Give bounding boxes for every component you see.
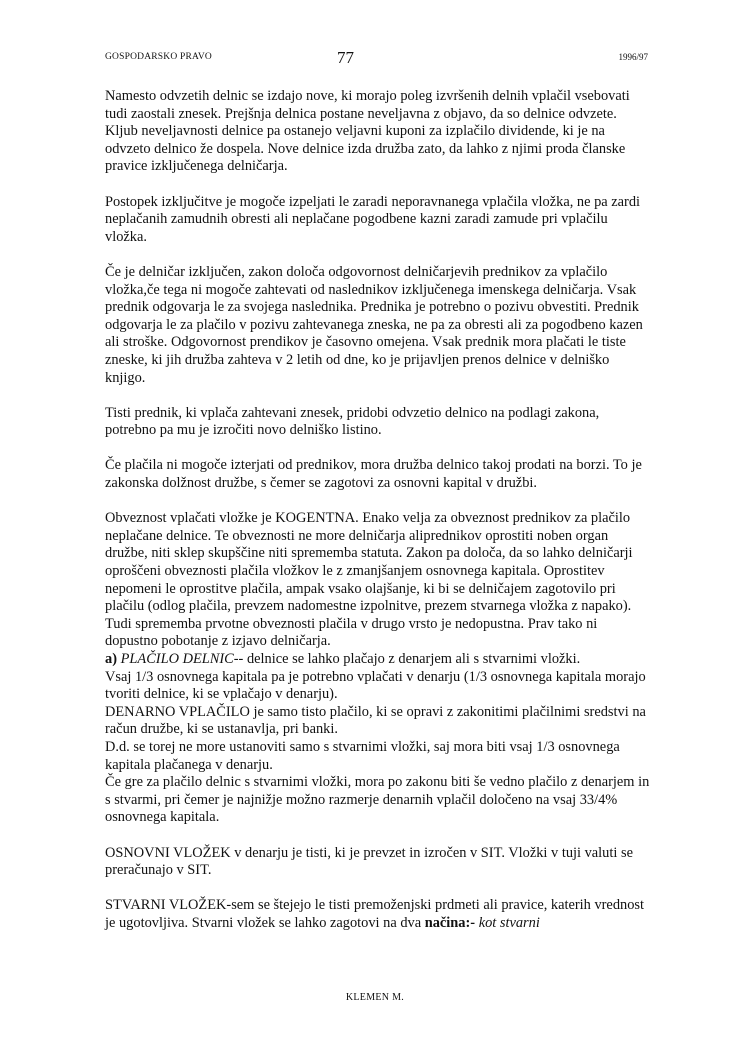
paragraph-osnovni-vlozek	[105, 845, 653, 880]
kogentna-rest: . Enako velja za obveznost prednikov za plačilo neplačane delnice. Te obveznosti ne more delničarja aliprednikov oprostiti noben organ družbe, niti sklep skupščine niti sprememba statuta. Zakon pa določa, da so lahko delničarji oproščeni obveznosti plačila vložkov le z zmanjšanjem osnovnega kapitala. Oprostitev nepomeni le oprostitve plačila, ampak vsako olajšanje, ki bi se delničajem zagotovilo pri plačilu (odlog plačila, prevzem nadomestne izpolnitve, prezem stvarnega vložka z napako). Tudi sprememba prvotne obveznosti plačila v drugo vrsto je nedopustna. Prav tako ni dopustno pobotanje z izjavo delničarja.	[105, 510, 633, 650]
page-footer: KLEMEN M.	[345, 992, 405, 1003]
osnovni-vlozek-rest: v denarju je tisti, ki je prevzet in izročen v SIT. Vložki v tuji valuti se preračunajo v SIT.	[105, 844, 633, 879]
kogentna-smallcaps: KOGENTNA	[275, 510, 356, 527]
paragraph-dd-ustanovitev: D.d. se torej ne more ustanoviti samo s stvarnimi vložki, saj mora biti vsaj 1/3 osnovnega kapitala plačanega v denarju.	[105, 738, 620, 773]
kogentna-lead: Obveznost vplačati vložke je	[105, 510, 276, 527]
stvarni-vlozek-rest: -sem se štejejo le tisti premoženjski prdmeti ali pravice, katerih vrednost je ugotovljiva. Stvarni vložek se lahko zagotovi na dva	[105, 897, 645, 931]
running-head-title: GOSPODARSKO PRAVO	[105, 52, 212, 62]
paragraph-kogentna	[105, 510, 653, 651]
paragraph-3: Če je delničar izključen, zakon določa odgovornost delničarjevih prednikov za vplačilo vložka,če tega ni mogoče zahtevati od naslednikov izključenega imenskega delničarja. Vsak prednik odgovarja le za svojega naslednika. Prednika je potrebno o pozivu obvestiti. Prednik odgovarja le za plačilo v pozivu zahtevanega zneska, ne pa za obresti ali za pogodbeno kazen ali stroške. Odgovornost prendikov je časovno omejena. Vsak prednik mora plačati le tiste zneske, ki jih družba zahteva v 2 letih od dne, ko je prijavljen prenos delnice v delniško knjigo.	[105, 263, 643, 386]
stvarni-vlozek-smallcaps: STVARNI VLOŽEK	[105, 897, 227, 914]
paragraph-stvarni-vlozek	[105, 897, 653, 932]
page-number: 77	[337, 48, 354, 67]
running-head	[105, 48, 648, 72]
body-text-column	[105, 88, 653, 950]
stvarni-vlozek-bold-tail: načina:-	[424, 914, 476, 931]
paragraph-razmerje-vplacil: Če gre za plačilo delnic s stvarnimi vložki, mora po zakonu biti še vedno plačilo z denarjem in s stvarmi, pri čemer je najnižje možno razmerje denarnih vplačil določeno na vsaj 33/4% osnovnega kapitala.	[105, 774, 650, 826]
placilo-delnic-title: PLAČILO DELNIC	[120, 651, 234, 667]
running-head-year: 1996/97	[618, 52, 648, 62]
denarno-vplacilo-smallcaps: DENARNO VPLAČILO	[105, 703, 250, 720]
stvarni-vlozek-italic-tail: kot stvarni	[475, 914, 540, 931]
denarno-vplacilo-rest: je samo tisto plačilo, ki se opravi z zakonitimi plačilnimi sredstvi na račun družbe, ki se ustanavlja, pri banki.	[105, 703, 646, 738]
paragraph-1: Namesto odvzetih delnic se izdajo nove, ki morajo poleg izvršenih delnih vplačil vsebovati tudi zaostali znesek. Prejšnja delnica postane neveljavna z objavo, da so delnice odvzete. Kljub neveljavnosti delnice pa ostanejo veljavni kuponi za izplačilo dividende, ki je na odvzeto delnico že dospela. Nove delnice izda družba zato, da lahko z njimi proda članske pravice izključenega delničarja.	[105, 88, 630, 175]
paragraph-vsaj-tretjina: Vsaj 1/3 osnovnega kapitala pa je potrebno vplačati v denarju (1/3 osnovnega kapitala morajo tvoriti delnice, ki se vplačajo v denarju).	[105, 668, 646, 703]
osnovni-vlozek-smallcaps: OSNOVNI VLOŽEK	[105, 844, 231, 861]
paragraph-placilo-delnic	[105, 651, 653, 669]
paragraph-4: Tisti prednik, ki vplača zahtevani znesek, pridobi odvzetio delnico na podlagi zakona, potrebno pa mu je izročiti novo delniško listino.	[105, 404, 600, 439]
list-marker-a: a)	[105, 651, 117, 667]
paragraph-2: Postopek izključitve je mogoče izpeljati le zaradi neporavnanega vplačila vložka, ne pa zardi neplačanih zamudnih obresti ali neplačane pogodbene kazni zaradi zamude pri vplačilu vložka.	[105, 193, 641, 245]
paragraph-5: Če plačila ni mogoče izterjati od prednikov, mora družba delnico takoj prodati na borzi. To je zakonska dolžnost družbe, s čemer se zagotovi za osnovni kapital v družbi.	[105, 457, 642, 492]
placilo-delnic-after-title: -- delnice se lahko plačajo z denarjem ali s stvarnimi vložki.	[233, 651, 581, 667]
paragraph-denarno-vplacilo	[105, 704, 653, 739]
